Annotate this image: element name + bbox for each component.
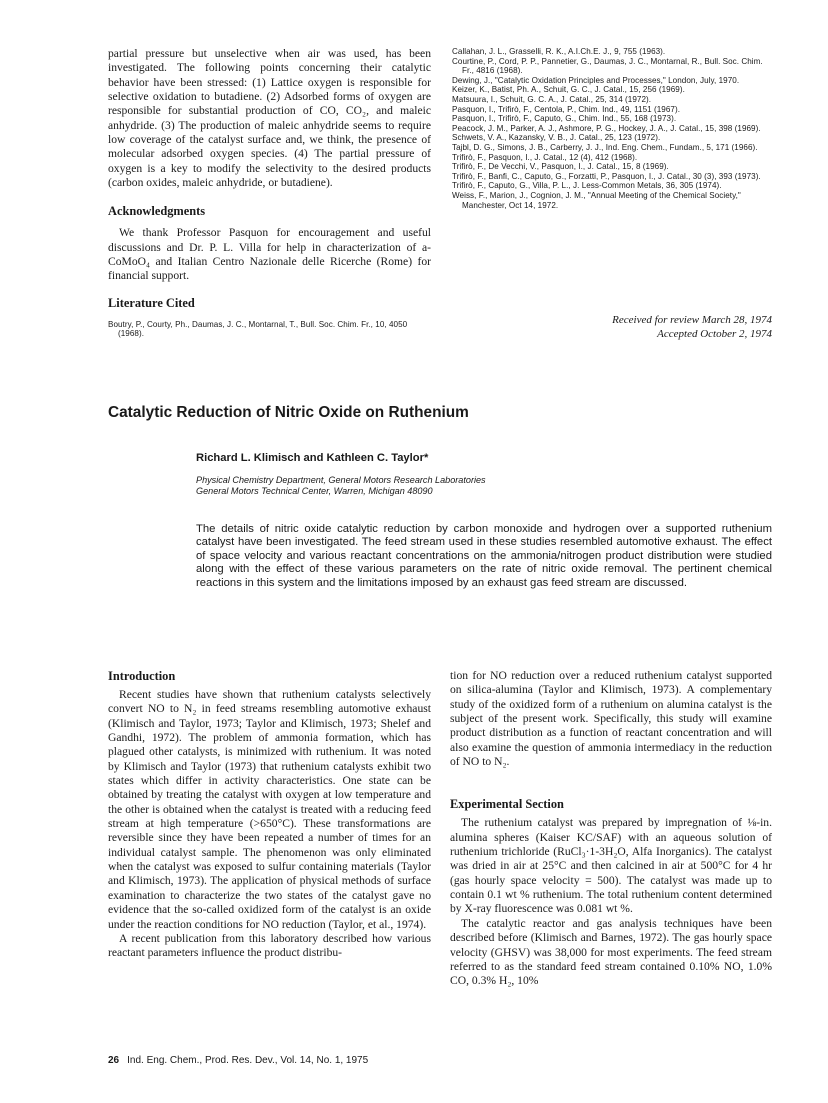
experimental-paragraph: The catalytic reactor and gas analysis techniques have been described before (Klimisch and Barnes, 1972). The gas hourly space velocity (GHSV) was 38,000 for most experiments. The feed stream referred to as the standard feed stream contained 0.10% NO, 1.0% CO, 0.3% H₂, 10% [450,916,772,988]
reference-item: Schwets, V. A., Kazansky, V. B., J. Catal., 25, 123 (1972). [452,133,661,143]
previous-article-left-column [108,47,431,339]
reference-item: Peacock, J. M., Parker, A. J., Ashmore, P. G., Hockey, J. A., J. Catal., 15, 398 (1969). [452,123,761,133]
references-list [452,47,772,210]
reference-item: Matsuura, I., Schuit, G. C. A., J. Catal., 25, 314 (1972). [452,94,652,104]
reference-item: Weiss, F., Marion, J., Cognion, J. M., "Annual Meeting of the Chemical Society," Manchester, Oct 14, 1972. [452,190,741,210]
introduction-continued-paragraph: tion for NO reduction over a reduced ruthenium catalyst supported on silica-alumina (Taylor and Klimisch, 1973). A complementary study of the oxidized form of a ruthenium on alumina catalyst is the subject of the present work. Specifically, this study will examine product distribution as a function of reactant concentration and will also examine the question of ammonia intermediacy in the reduction of NO to N₂. [450,669,772,769]
reference-item: Tajbl, D. G., Simons, J. B., Carberry, J. J., Ind. Eng. Chem., Fundam., 5, 171 (1966). [452,142,758,152]
experimental-paragraph: The ruthenium catalyst was prepared by impregnation of ⅛-in. alumina spheres (Kaiser KC/SAF) with an aqueous solution of ruthenium trichloride (RuCl₃·1-3H₂O, Alfa Inorganics). The catalyst was dried in air at 25°C and then calcined in air at 500°C for 4 hr (gas hourly space velocity = 500). The catalyst was made up to contain 0.1 wt % ruthenium. The total ruthenium content determined by X-ray fluorescence was 0.081 wt %. [450,816,772,916]
article-abstract: The details of nitric oxide catalytic reduction by carbon monoxide and hydrogen over a supported ruthenium catalyst have been investigated. The feed stream used in these studies resembled automotive exhaust. The effect of space velocity and various reactant concentrations on the ammonia/nitrogen product distribution were studied along with the effect of these various parameters on the rate of nitric oxide removal. The pertinent chemical reactions in this system and the limitations imposed by an exhaust gas feed stream are discussed. [196,523,772,589]
reference-item: Callahan, J. L., Grasselli, R. K., A.I.Ch.E. J., 9, 755 (1963). [452,47,666,56]
reference-item: Dewing, J., "Catalytic Oxidation Principles and Processes," London, July, 1970. [452,75,740,85]
reference-item: Pasquon, I., Trifirò, F., Caputo, G., Chim. Ind., 55, 168 (1973). [452,114,677,124]
journal-citation: Ind. Eng. Chem., Prod. Res. Dev., Vol. 14, No. 1, 1975 [127,1055,369,1066]
acknowledgments-text: We thank Professor Pasquon for encouragement and useful discussions and Dr. P. L. Villa for help in characterization of a-CoMoO₄ and Italian Centro Nazionale delle Ricerche (Rome) for financial support. [108,226,431,283]
reference-item: Trifirò, F., De Vecchi, V., Pasquon, I., J. Catal., 15, 8 (1969). [452,162,669,172]
page-number: 26 [108,1055,120,1066]
introduction-paragraph: Recent studies have shown that ruthenium catalysts selectively convert NO to N₂ in feed streams resembling automotive exhaust (Klimisch and Taylor, 1973; Taylor and Klimisch, 1973; Shelef and Gandhi, 1972). The problem of ammonia formation, which has plagued other catalysts, is minimized with ruthenium. It was noted by Klimisch and Taylor (1973) that ruthenium catalysts exhibit two states which differ in activity characteristics. One state can be obtained by treating the catalyst with oxygen at low temperature and the other is obtained when the catalyst is treated with a reducing feed stream at high temperature (>650°C). These transformations are reversible since they have been repeated a number of times for an individual catalyst sample. The phenomenon was only eliminated when the catalyst was exposed to sulfur containing materials (Taylor and Klimisch, 1973). The application of physical methods of surface examination to characterize the two states of the catalyst gave no evidence that the so-called oxidized form of the catalyst is an oxide under the reaction conditions for NO reduction (Taylor, et al., 1974). [108,688,431,931]
reference-item: Trifirò, F., Caputo, G., Villa, P. L., J. Less-Common Metals, 36, 305 (1974). [452,181,722,191]
acknowledgments-heading: Acknowledgments [108,204,206,219]
reference-item: Boutry, P., Courty, Ph., Daumas, J. C., Montarnal, T., Bull. Soc. Chim. Fr., 10, 4050 (1968). [108,319,408,339]
accepted-date: Accepted October 2, 1974 [657,327,772,340]
introduction-heading: Introduction [108,669,176,683]
received-date: Received for review March 28, 1974 [612,314,772,326]
affiliation-line: General Motors Technical Center, Warren, Michigan 48090 [196,486,433,497]
introduction-paragraph: A recent publication from this laboratory described how various reactant parameters influence the product distribu- [108,931,431,960]
literature-cited-heading: Literature Cited [108,295,195,310]
previous-article-conclusion-paragraph: partial pressure but unselective when air was used, has been investigated. The following points concerning their catalytic behavior have been stressed: (1) Lattice oxygen is responsible for selective oxidation to butadiene. (2) Adsorbed forms of oxygen are responsible for substantial production of CO, CO₂, and maleic anhydride. (3) The production of maleic anhydride seems to require low coverage of the catalyst surface and, we think, the presence of molecular adsorbed oxygen species. (4) The partial pressure of oxygen is a key to modify the selectivity to the desired products (carbon oxides, maleic anhydride, or butadiene). [108,47,431,190]
reference-item: Trifirò, F., Pasquon, I., J. Catal., 12 (4), 412 (1968). [452,152,638,162]
reference-item: Trifirò, F., Banfi, C., Caputo, G., Forzatti, P., Pasquon, I., J. Catal., 30 (3), 393 (1973). [452,171,761,181]
experimental-section-heading: Experimental Section [450,797,564,812]
right-body-column [450,669,772,989]
review-dates [612,314,772,341]
affiliation-line: Physical Chemistry Department, General Motors Research Laboratories [196,475,486,485]
page-footer [108,1055,368,1066]
article-authors: Richard L. Klimisch and Kathleen C. Taylor* [196,452,429,464]
introduction-column [108,669,431,961]
reference-item: Courtine, P., Cord, P. P., Pannetier, G., Daumas, J. C., Montarnal, R., Bull. Soc. Chim. Fr., 4816 (1968). [452,56,763,76]
reference-item: Keizer, K., Batist, Ph. A., Schuit, G. C., J. Catal., 15, 256 (1969). [452,85,685,95]
reference-item: Pasquon, I., Trifirò, F., Centola, P., Chim. Ind., 49, 1151 (1967). [452,104,680,114]
author-affiliation [196,475,486,498]
article-title: Catalytic Reduction of Nitric Oxide on Ruthenium [108,404,469,421]
